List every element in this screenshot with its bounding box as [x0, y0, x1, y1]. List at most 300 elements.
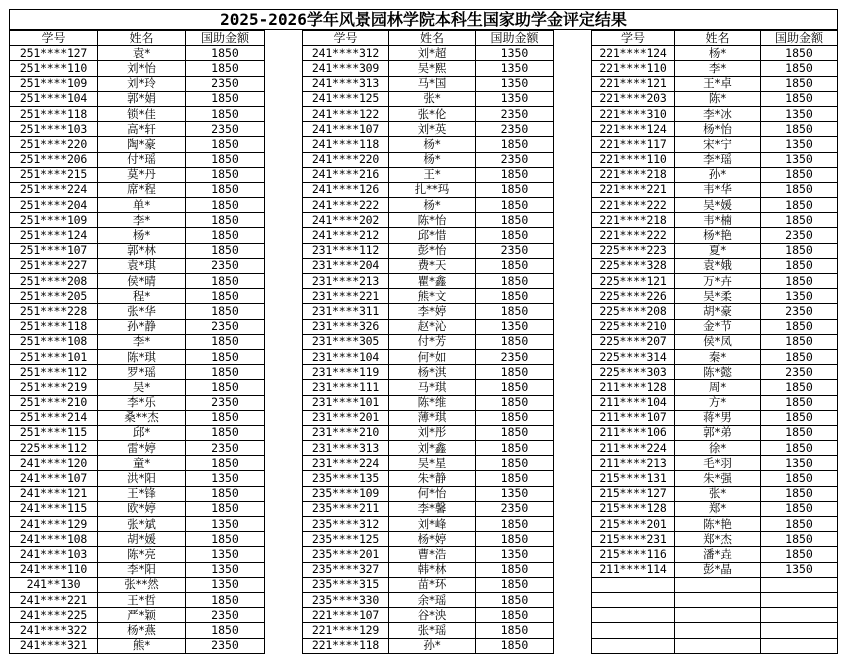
amount-cell: 1850: [476, 410, 554, 425]
student-name-cell: 胡*媛: [98, 532, 186, 547]
student-name-cell: 何*怡: [389, 486, 476, 501]
amount-cell: 1850: [761, 91, 838, 106]
amount-cell: 1850: [186, 106, 265, 121]
student-name-cell: 雷*婷: [98, 441, 186, 456]
student-id-cell: 221****129: [303, 623, 389, 638]
amount-cell: 1850: [186, 456, 265, 471]
amount-cell: 1850: [476, 638, 554, 653]
student-id-cell: 221****121: [592, 76, 675, 91]
amount-cell: 1850: [761, 441, 838, 456]
amount-cell: 1850: [761, 380, 838, 395]
table-row: [303, 228, 554, 243]
header-name: 姓名: [675, 31, 761, 46]
header-name: 姓名: [389, 31, 476, 46]
table-row: [592, 137, 838, 152]
table-header-row: [303, 31, 554, 46]
student-name-cell: 马*国: [389, 76, 476, 91]
student-id-cell: [592, 608, 675, 623]
student-name-cell: 陈*怡: [389, 213, 476, 228]
student-id-cell: 235****135: [303, 471, 389, 486]
student-id-cell: 235****330: [303, 592, 389, 607]
amount-cell: 1850: [186, 380, 265, 395]
student-id-cell: 231****305: [303, 334, 389, 349]
table-row: [303, 76, 554, 91]
student-name-cell: 付*瑶: [98, 152, 186, 167]
student-id-cell: 211****213: [592, 456, 675, 471]
student-id-cell: 235****211: [303, 501, 389, 516]
amount-cell: 2350: [186, 258, 265, 273]
table-row: [592, 46, 838, 61]
table-row: [592, 456, 838, 471]
table-row: [592, 167, 838, 182]
amount-cell: 1850: [186, 410, 265, 425]
amount-cell: 1850: [761, 319, 838, 334]
student-name-cell: 王*锋: [98, 486, 186, 501]
table-row: [10, 517, 265, 532]
student-id-cell: 241****321: [10, 638, 98, 653]
student-id-cell: 231****213: [303, 274, 389, 289]
table-row: [303, 334, 554, 349]
student-name-cell: 韦*楠: [675, 213, 761, 228]
student-name-cell: 杨*: [98, 228, 186, 243]
student-name-cell: 刘*怡: [98, 61, 186, 76]
student-name-cell: 苗*环: [389, 577, 476, 592]
amount-cell: 1850: [186, 349, 265, 364]
student-name-cell: 杨*艳: [675, 228, 761, 243]
amount-cell: 1850: [476, 182, 554, 197]
student-id-cell: 215****231: [592, 532, 675, 547]
amount-cell: 1850: [476, 441, 554, 456]
student-id-cell: 225****328: [592, 258, 675, 273]
amount-cell: 2350: [186, 122, 265, 137]
table-row: [303, 106, 554, 121]
amount-cell: 2350: [476, 106, 554, 121]
student-id-cell: 241****103: [10, 547, 98, 562]
table-row: [303, 167, 554, 182]
student-id-cell: 241****108: [10, 532, 98, 547]
table-row: [10, 623, 265, 638]
amount-cell: 1850: [476, 198, 554, 213]
amount-cell: 1850: [761, 410, 838, 425]
table-row: [592, 289, 838, 304]
amount-cell: 1350: [761, 152, 838, 167]
amount-cell: 1850: [761, 334, 838, 349]
student-id-cell: 225****207: [592, 334, 675, 349]
student-name-cell: [675, 623, 761, 638]
student-id-cell: 221****124: [592, 122, 675, 137]
table-row: [10, 61, 265, 76]
student-id-cell: 231****201: [303, 410, 389, 425]
table-row: [592, 380, 838, 395]
student-name-cell: 余*瑶: [389, 592, 476, 607]
student-id-cell: 221****124: [592, 46, 675, 61]
table-row: [303, 425, 554, 440]
student-name-cell: 张*斌: [98, 517, 186, 532]
amount-cell: [761, 638, 838, 653]
table-row: [303, 91, 554, 106]
student-name-cell: 洪*阳: [98, 471, 186, 486]
amount-cell: 1850: [186, 532, 265, 547]
table-row: [10, 167, 265, 182]
student-name-cell: 秦*: [675, 349, 761, 364]
student-id-cell: 241****126: [303, 182, 389, 197]
student-name-cell: 薄*琪: [389, 410, 476, 425]
results-table-2: [302, 30, 554, 654]
table-row: [10, 106, 265, 121]
student-name-cell: 杨*燕: [98, 623, 186, 638]
table-row: [303, 638, 554, 653]
student-name-cell: 孙*: [675, 167, 761, 182]
amount-cell: 1350: [761, 562, 838, 577]
table-row: [592, 61, 838, 76]
table-row: [592, 532, 838, 547]
amount-cell: [761, 577, 838, 592]
student-name-cell: 李*阳: [98, 562, 186, 577]
student-name-cell: 席*程: [98, 182, 186, 197]
student-id-cell: 251****118: [10, 319, 98, 334]
amount-cell: 1850: [186, 289, 265, 304]
student-name-cell: 刘*英: [389, 122, 476, 137]
student-name-cell: 侯*凤: [675, 334, 761, 349]
table-row: [592, 577, 838, 592]
table-row: [592, 122, 838, 137]
amount-cell: 1850: [476, 577, 554, 592]
amount-cell: 2350: [186, 441, 265, 456]
amount-cell: 1850: [476, 167, 554, 182]
student-id-cell: 241****129: [10, 517, 98, 532]
table-row: [592, 334, 838, 349]
table-row: [10, 486, 265, 501]
amount-cell: [761, 592, 838, 607]
table-row: [10, 608, 265, 623]
table-row: [303, 501, 554, 516]
table-row: [303, 592, 554, 607]
amount-cell: 1350: [476, 547, 554, 562]
student-id-cell: [592, 577, 675, 592]
amount-cell: 2350: [186, 319, 265, 334]
student-name-cell: 刘*超: [389, 46, 476, 61]
student-id-cell: 241****313: [303, 76, 389, 91]
table-row: [592, 517, 838, 532]
student-name-cell: 张*伦: [389, 106, 476, 121]
table-row: [303, 319, 554, 334]
table-row: [303, 122, 554, 137]
student-id-cell: 211****107: [592, 410, 675, 425]
amount-cell: 1850: [761, 76, 838, 91]
student-id-cell: 251****112: [10, 365, 98, 380]
student-id-cell: 251****110: [10, 61, 98, 76]
student-name-cell: 张**然: [98, 577, 186, 592]
table-row: [592, 243, 838, 258]
student-name-cell: 郭*娟: [98, 91, 186, 106]
student-name-cell: 袁*: [98, 46, 186, 61]
student-name-cell: 侯*晴: [98, 274, 186, 289]
table-header-row: [10, 31, 265, 46]
table-row: [10, 46, 265, 61]
table-row: [10, 501, 265, 516]
amount-cell: 1850: [186, 137, 265, 152]
results-table-1: [9, 30, 265, 654]
table-row: [10, 274, 265, 289]
amount-cell: 1350: [186, 517, 265, 532]
student-name-cell: 张*: [389, 91, 476, 106]
student-name-cell: 陶*豪: [98, 137, 186, 152]
student-name-cell: 程*: [98, 289, 186, 304]
student-name-cell: 陈*维: [389, 395, 476, 410]
student-id-cell: 235****201: [303, 547, 389, 562]
student-id-cell: 241****312: [303, 46, 389, 61]
amount-cell: 1850: [186, 274, 265, 289]
student-name-cell: 桑**杰: [98, 410, 186, 425]
table-row: [10, 532, 265, 547]
student-id-cell: 231****311: [303, 304, 389, 319]
table-row: [303, 243, 554, 258]
student-name-cell: [675, 577, 761, 592]
student-id-cell: 235****312: [303, 517, 389, 532]
amount-cell: 1850: [476, 517, 554, 532]
student-id-cell: 225****112: [10, 441, 98, 456]
student-name-cell: 王*哲: [98, 592, 186, 607]
student-name-cell: 杨*: [389, 152, 476, 167]
table-row: [303, 304, 554, 319]
student-name-cell: 莫*丹: [98, 167, 186, 182]
table-row: [592, 562, 838, 577]
table-row: [10, 122, 265, 137]
table-row: [10, 365, 265, 380]
results-table-3: [591, 30, 838, 654]
student-name-cell: 袁*琪: [98, 258, 186, 273]
student-name-cell: 陈*懿: [675, 365, 761, 380]
student-id-cell: 241****225: [10, 608, 98, 623]
amount-cell: 1850: [476, 380, 554, 395]
amount-cell: 1850: [761, 501, 838, 516]
table-row: [592, 349, 838, 364]
student-name-cell: 金*节: [675, 319, 761, 334]
table-row: [592, 471, 838, 486]
student-name-cell: [675, 608, 761, 623]
student-id-cell: 251****109: [10, 213, 98, 228]
amount-cell: 1850: [761, 61, 838, 76]
student-name-cell: 杨*: [675, 46, 761, 61]
student-id-cell: 225****223: [592, 243, 675, 258]
sheet-title: 2025-2026学年风景园林学院本科生国家助学金评定结果: [9, 9, 838, 30]
table-row: [303, 532, 554, 547]
table-row: [592, 76, 838, 91]
table-row: [10, 334, 265, 349]
student-name-cell: 杨*: [389, 198, 476, 213]
student-id-cell: 241****120: [10, 456, 98, 471]
table-row: [303, 395, 554, 410]
student-id-cell: 231****221: [303, 289, 389, 304]
student-id-cell: 251****219: [10, 380, 98, 395]
amount-cell: 1850: [476, 289, 554, 304]
table-row: [10, 198, 265, 213]
student-id-cell: 225****210: [592, 319, 675, 334]
student-name-cell: 何*如: [389, 349, 476, 364]
student-id-cell: 231****104: [303, 349, 389, 364]
student-name-cell: 郭*林: [98, 243, 186, 258]
amount-cell: 1350: [476, 319, 554, 334]
student-name-cell: 陈*琪: [98, 349, 186, 364]
header-amount: 国助金额: [186, 31, 265, 46]
table-row: [10, 258, 265, 273]
table-row: [10, 349, 265, 364]
student-name-cell: 吴*: [98, 380, 186, 395]
table-row: [303, 152, 554, 167]
student-id-cell: 241****202: [303, 213, 389, 228]
student-name-cell: 曹*浩: [389, 547, 476, 562]
amount-cell: 1850: [476, 425, 554, 440]
amount-cell: 1850: [761, 425, 838, 440]
student-id-cell: 231****101: [303, 395, 389, 410]
student-name-cell: 孙*: [389, 638, 476, 653]
table-row: [10, 456, 265, 471]
student-id-cell: 251****108: [10, 334, 98, 349]
table-row: [592, 395, 838, 410]
table-row: [10, 319, 265, 334]
table-row: [592, 213, 838, 228]
student-id-cell: 251****224: [10, 182, 98, 197]
student-id-cell: [592, 623, 675, 638]
amount-cell: 1850: [186, 213, 265, 228]
amount-cell: 1350: [186, 562, 265, 577]
student-name-cell: [675, 592, 761, 607]
header-name: 姓名: [98, 31, 186, 46]
student-name-cell: 王*: [389, 167, 476, 182]
student-name-cell: 孙*静: [98, 319, 186, 334]
amount-cell: 1350: [761, 289, 838, 304]
amount-cell: [761, 623, 838, 638]
amount-cell: 1850: [186, 334, 265, 349]
student-name-cell: 欧*婷: [98, 501, 186, 516]
student-name-cell: 夏*: [675, 243, 761, 258]
table-row: [10, 304, 265, 319]
table-row: [592, 425, 838, 440]
table-row: [10, 213, 265, 228]
table-row: [303, 274, 554, 289]
table-row: [10, 137, 265, 152]
table-row: [592, 638, 838, 653]
student-id-cell: 241****107: [303, 122, 389, 137]
student-id-cell: 231****313: [303, 441, 389, 456]
table-row: [303, 258, 554, 273]
student-id-cell: 221****221: [592, 182, 675, 197]
amount-cell: 1850: [186, 167, 265, 182]
amount-cell: 1850: [761, 274, 838, 289]
student-name-cell: 李*: [98, 334, 186, 349]
table-row: [592, 228, 838, 243]
student-id-cell: 251****227: [10, 258, 98, 273]
table-row: [592, 182, 838, 197]
student-name-cell: 邱*惜: [389, 228, 476, 243]
student-id-cell: 241****110: [10, 562, 98, 577]
student-id-cell: 251****101: [10, 349, 98, 364]
amount-cell: 2350: [476, 152, 554, 167]
amount-cell: 1850: [761, 471, 838, 486]
table-row: [303, 410, 554, 425]
table-row: [303, 486, 554, 501]
student-id-cell: 231****119: [303, 365, 389, 380]
amount-cell: 2350: [186, 638, 265, 653]
student-name-cell: 熊*: [98, 638, 186, 653]
student-name-cell: 高*轩: [98, 122, 186, 137]
amount-cell: 1850: [476, 213, 554, 228]
table-row: [10, 228, 265, 243]
amount-cell: 1850: [186, 61, 265, 76]
table-row: [303, 182, 554, 197]
amount-cell: 1850: [476, 365, 554, 380]
amount-cell: 1850: [761, 198, 838, 213]
student-id-cell: 221****110: [592, 152, 675, 167]
table-row: [592, 91, 838, 106]
amount-cell: 1850: [476, 304, 554, 319]
student-id-cell: 215****131: [592, 471, 675, 486]
amount-cell: 1850: [186, 46, 265, 61]
amount-cell: 1850: [476, 137, 554, 152]
student-name-cell: 刘*峰: [389, 517, 476, 532]
amount-cell: 1350: [476, 91, 554, 106]
table-row: [10, 562, 265, 577]
table-row: [592, 608, 838, 623]
amount-cell: 2350: [761, 365, 838, 380]
student-id-cell: 241****221: [10, 592, 98, 607]
student-name-cell: 刘*玲: [98, 76, 186, 91]
table-row: [303, 547, 554, 562]
table-row: [303, 456, 554, 471]
student-id-cell: 251****228: [10, 304, 98, 319]
amount-cell: 1350: [476, 61, 554, 76]
spreadsheet: [9, 9, 838, 652]
student-name-cell: 陈*亮: [98, 547, 186, 562]
amount-cell: 1350: [761, 106, 838, 121]
student-id-cell: 225****303: [592, 365, 675, 380]
student-id-cell: 251****210: [10, 395, 98, 410]
student-id-cell: 221****118: [303, 638, 389, 653]
student-name-cell: 杨*婷: [389, 532, 476, 547]
student-id-cell: 235****125: [303, 532, 389, 547]
student-name-cell: 吴*柔: [675, 289, 761, 304]
student-id-cell: 221****110: [592, 61, 675, 76]
table-row: [592, 304, 838, 319]
student-id-cell: 251****214: [10, 410, 98, 425]
student-name-cell: 郑*杰: [675, 532, 761, 547]
table-row: [592, 198, 838, 213]
student-id-cell: 251****103: [10, 122, 98, 137]
student-id-cell: 231****210: [303, 425, 389, 440]
student-name-cell: 陈*艳: [675, 517, 761, 532]
student-id-cell: 251****107: [10, 243, 98, 258]
student-name-cell: 单*: [98, 198, 186, 213]
student-name-cell: 朱*强: [675, 471, 761, 486]
table-row: [303, 608, 554, 623]
student-name-cell: 熊*文: [389, 289, 476, 304]
amount-cell: 1850: [186, 243, 265, 258]
student-id-cell: 251****204: [10, 198, 98, 213]
table-row: [303, 441, 554, 456]
student-name-cell: [675, 638, 761, 653]
amount-cell: 2350: [186, 608, 265, 623]
amount-cell: 1850: [476, 395, 554, 410]
student-name-cell: 李*: [98, 213, 186, 228]
student-name-cell: 郭*弟: [675, 425, 761, 440]
student-name-cell: 赵*沁: [389, 319, 476, 334]
student-name-cell: 宋*宁: [675, 137, 761, 152]
student-id-cell: 235****109: [303, 486, 389, 501]
header-student-id: 学号: [592, 31, 675, 46]
student-name-cell: 郑*: [675, 501, 761, 516]
table-row: [303, 562, 554, 577]
table-row: [303, 61, 554, 76]
